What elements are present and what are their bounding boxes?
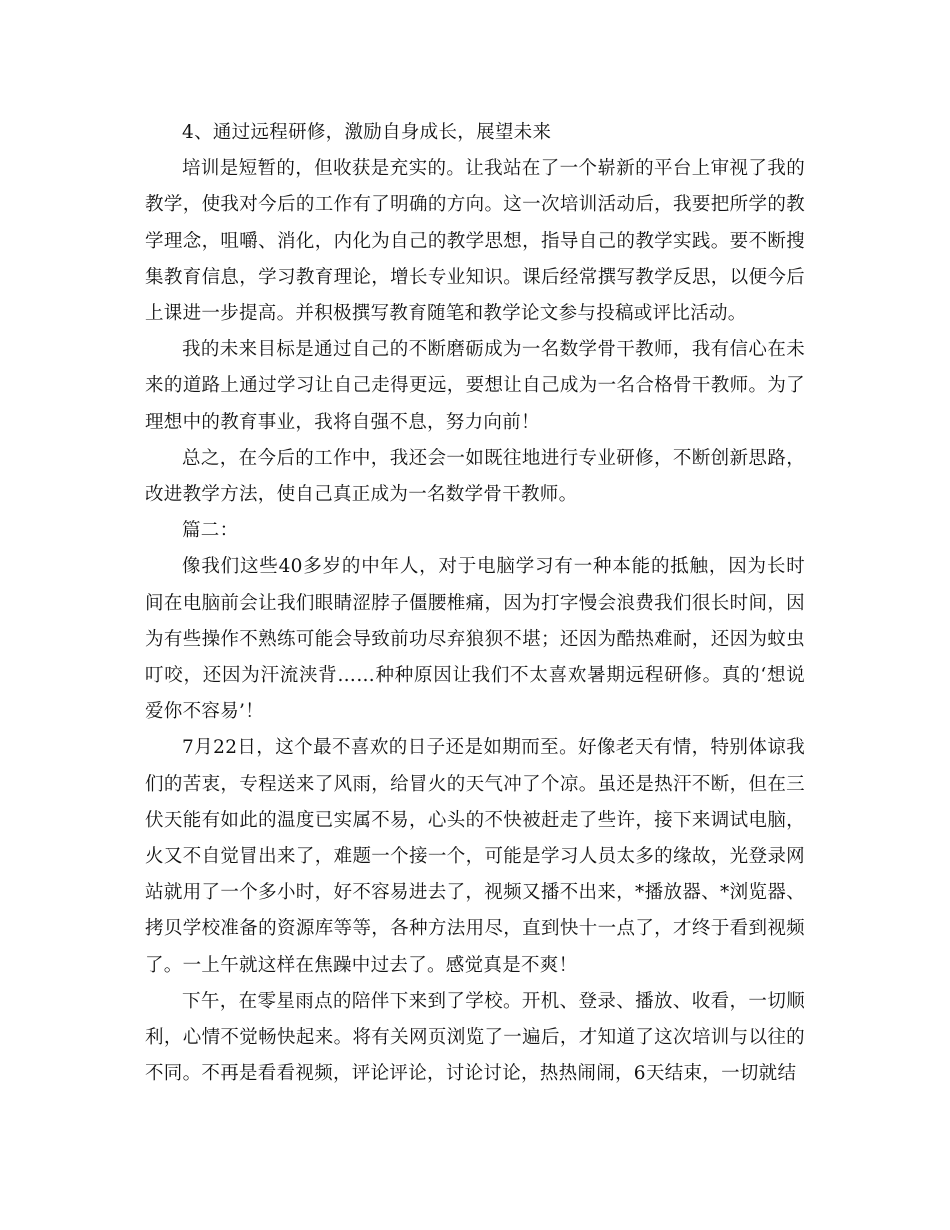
- paragraph-conclusion: 总之，在今后的工作中，我还会一如既往地进行专业研修，不断创新思路，改进教学方法，使自己真正成为一名数学骨干教师。: [145, 447, 805, 506]
- paragraph-future-goal: 我的未来目标是通过自己的不断磨砺成为一名数学骨干教师，我有信心在未来的道路上通过学习让自己走得更远，要想让自己成为一名合格骨干教师。为了理想中的教育事业，我将自强不息，努力向前！: [145, 339, 805, 433]
- paragraph-computer-reluctance: 像我们这些40多岁的中年人，对于电脑学习有一种本能的抵触，因为长时间在电脑前会让我们眼睛涩脖子僵腰椎痛，因为打字慢会浪费我们很长时间，因为有些操作不熟练可能会导致前功尽弃狼狈不堪；还因为酷热难耐，还因为蚊虫叮咬，还因为汗流浃背……种种原因让我们不太喜欢暑期远程研修。真的‘想说爱你不容易’！: [145, 556, 805, 723]
- section-heading-4: 4、通过远程研修，激励自身成长，展望未来: [182, 122, 552, 143]
- document-body: [145, 115, 805, 1092]
- paragraph-training-harvest: 培训是短暂的，但收获是充实的。让我站在了一个崭新的平台上审视了我的教学，使我对今后的工作有了明确的方向。这一次培训活动后，我要把所学的教学理念，咀嚼、消化，内化为自己的教学思想，指导自己的教学实践。要不断搜集教育信息，学习教育理论，增长专业知识。课后经常撰写教学反思，以便今后上课进一步提高。并积极撰写教育随笔和教学论文参与投稿或评比活动。: [145, 158, 805, 325]
- section-label-part-two: 篇二：: [182, 520, 239, 542]
- paragraph-afternoon: 下午，在零星雨点的陪伴下来到了学校。开机、登录、播放、收看，一切顺利，心情不觉畅快起来。将有关网页浏览了一遍后，才知道了这次培训与以往的不同。不再是看看视频，评论评论，讨论讨论，热热闹闹，6天结束，一切就结: [145, 990, 805, 1085]
- paragraph-july-22: 7月22日，这个最不喜欢的日子还是如期而至。好像老天有情，特别体谅我们的苦衷，专程送来了风雨，给冒火的天气冲了个凉。虽还是热汗不断，但在三伏天能有如此的温度已实属不易，心头的不快被赶走了些许，接下来调试电脑，火又不自觉冒出来了，难题一个接一个，可能是学习人员太多的缘故，光登录网站就用了一个多小时，好不容易进去了，视频又播不出来，*播放器、*浏览器、拷贝学校准备的资源库等等，各种方法用尽，直到快十一点了，才终于看到视频了。一上午就这样在焦躁中过去了。感觉真是不爽！: [145, 737, 805, 976]
